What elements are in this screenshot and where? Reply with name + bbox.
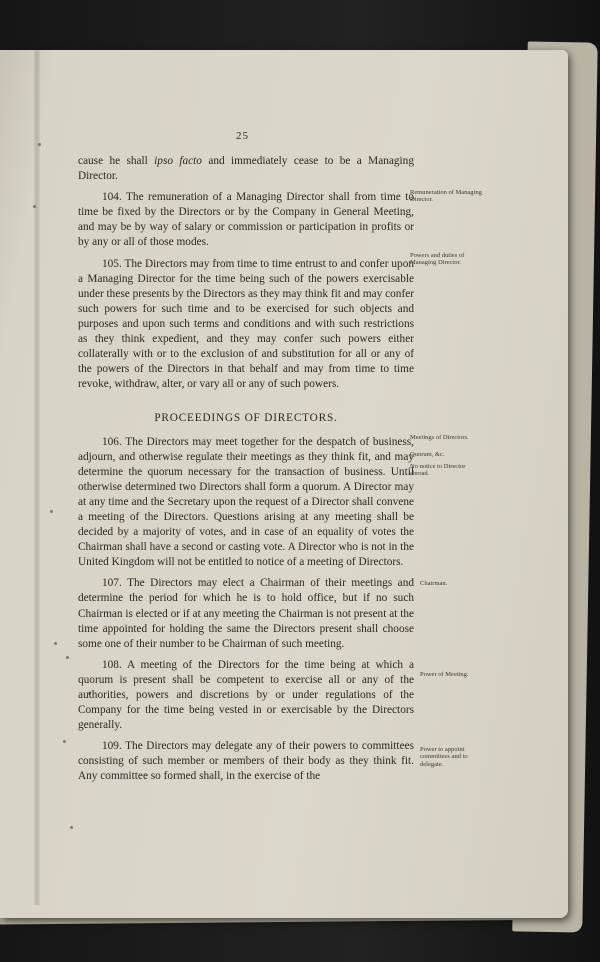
clause-108: 108. A meeting of the Directors for the time being at which a quorum is present shall be competent to exercise all or any of the authorities, powers and discretions by or under regulations of the Company for the time being vested in or exercisable by the Directors generally.: [78, 658, 414, 732]
clause-109: 109. The Directors may delegate any of their powers to committees consisting of such member or members of their body as they think fit. Any committee so formed shall, in the exercise of the: [78, 740, 414, 783]
clause-104: 104. The remuneration of a Managing Director shall from time to time be fixed by the Directors or by the Company in General Meeting, and may be by way of salary or commission or participation in profits or by any or all of those modes.: [78, 191, 414, 249]
page-number: 25: [236, 130, 249, 142]
margin-note-power-of-meeting: Power of Meeting.: [420, 671, 469, 678]
margin-note-chairman: Chairman.: [420, 580, 448, 587]
margin-note-no-notice: No notice to Director abroad.: [410, 463, 466, 478]
section-heading: PROCEEDINGS OF DIRECTORS.: [154, 412, 338, 425]
paragraph-continuation: cause he shall ipso facto and immediately cease to be a Managing Director.: [78, 155, 414, 183]
margin-note-meetings: Meetings of Directors.: [410, 434, 469, 441]
clause-106: 106. The Directors may meet together for the despatch of business, adjourn, and otherwise regulate their meetings as they think fit, and may determine the quorum necessary for the transaction of business. Until otherwise determined two Directors shall form a quorum. A Director may at any time and the Secretary upon the request of a Director shall convene a meeting of the Directors. Questions arising at any meeting shall be decided by a majority of votes, and in case of an equality of votes the Chairman shall have a second or casting vote. A Director who is not in the United Kingdom will not be entitled to notice of a meeting of Directors.: [78, 435, 414, 569]
body-text: [78, 154, 414, 785]
margin-note-quorum: Quorum, &c.: [410, 451, 445, 458]
margin-note-committees: Power to appoint committees and to delegate.: [420, 746, 468, 768]
clause-105: 105. The Directors may from time to time entrust to and confer upon a Managing Director for the time being such of the powers exercisable under these presents by the Directors as they may think fit and may confer such powers for such time and to be exercised for such objects and purposes and upon such terms and conditions and with such restrictions as they think expedient, and they may confer such powers either collaterally with or to the exclusion of and substitution for all or any of the powers of the Directors in that behalf and may from time to time revoke, withdraw, alter, or vary all or any of such powers.: [78, 257, 414, 391]
italic-latin-phrase: ipso facto: [154, 155, 202, 167]
margin-note-remuneration: Remuneration of Managing Director.: [410, 189, 482, 204]
clause-107: 107. The Directors may elect a Chairman of their meetings and determine the period for which he is to hold office, but if no such Chairman is elected or if at any meeting the Chairman is not present at the time appointed for holding the same the Directors present shall choose some one of their number to be Chairman of such meeting.: [78, 577, 414, 650]
margin-note-powers: Powers and duties of Managing Director.: [410, 252, 465, 267]
